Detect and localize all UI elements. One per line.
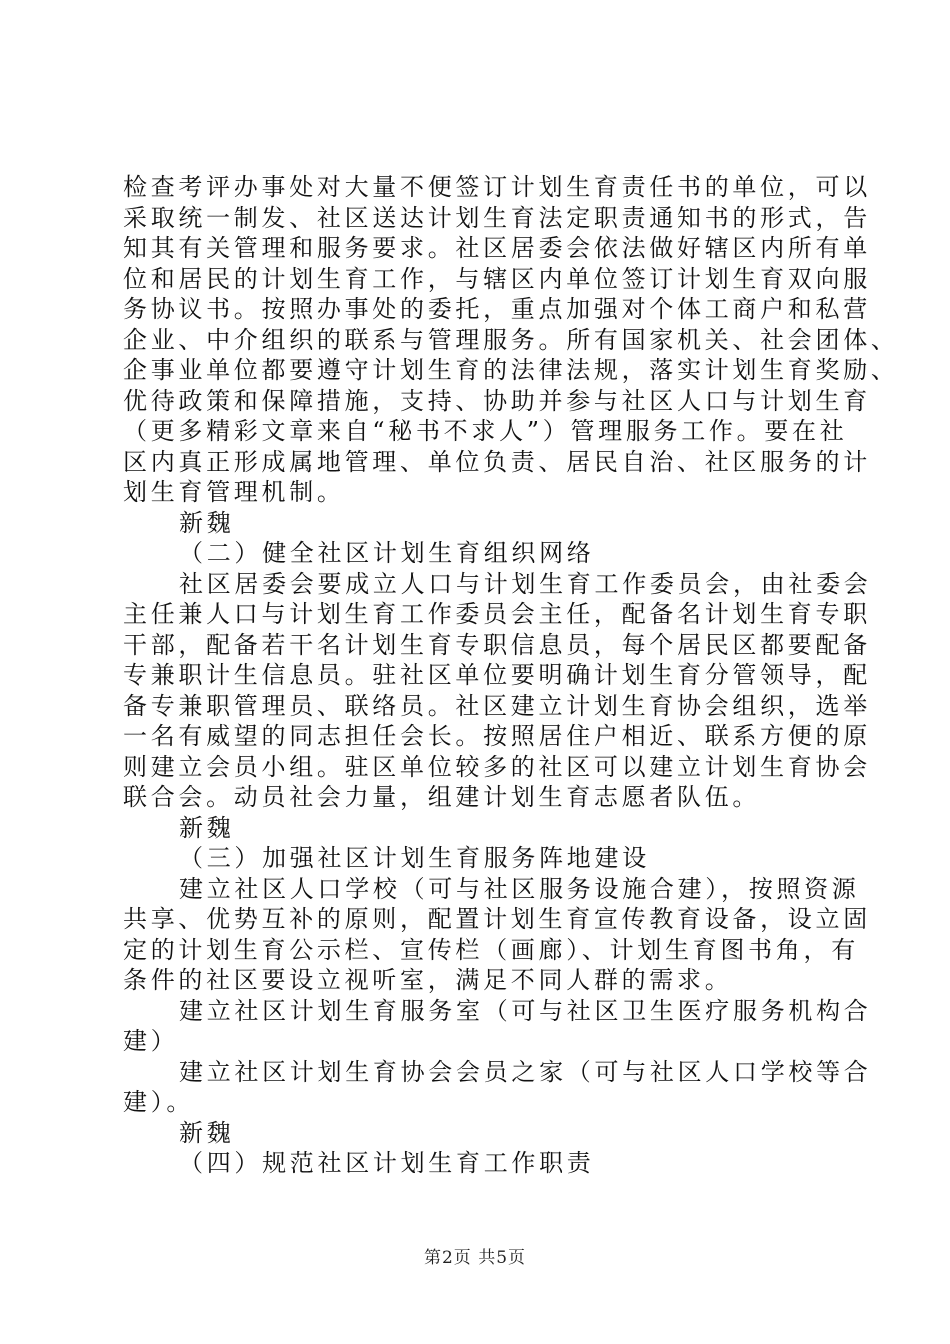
text-line: 知其有关管理和服务要求。社区居委会依法做好辖区内所有单 bbox=[123, 234, 871, 262]
text-line: 优待政策和保障措施，支持、协助并参与社区人口与计划生育 bbox=[123, 386, 871, 415]
text-line: 务协议书。按照办事处的委托，重点加强对个体工商户和私营 bbox=[123, 295, 871, 323]
text-line: 专兼职计生信息员。驻社区单位要明确计划生育分管领导，配 bbox=[123, 661, 871, 689]
text-line: 建立社区计划生育服务室（可与社区卫生医疗服务机构合 bbox=[179, 996, 872, 1025]
text-line: 备专兼职管理员、联络员。社区建立计划生育协会组织，选举 bbox=[123, 691, 871, 720]
document-body bbox=[123, 172, 899, 1179]
text-line: 干部，配备若干名计划生育专职信息员，每个居民区都要配备 bbox=[123, 630, 871, 659]
text-line: 联合会。动员社会力量，组建计划生育志愿者队伍。 bbox=[123, 783, 761, 811]
text-line: 企业、中介组织的联系与管理服务。所有国家机关、社会团体、 bbox=[123, 325, 899, 354]
text-line: 共享、优势互补的原则，配置计划生育宣传教育设备，设立固 bbox=[123, 905, 871, 933]
text-line: （四）规范社区计划生育工作职责 bbox=[179, 1149, 595, 1177]
text-line: （三）加强社区计划生育服务阵地建设 bbox=[179, 844, 650, 872]
text-line: （更多精彩文章来自“秘书不求人”）管理服务工作。要在社 bbox=[123, 417, 848, 445]
text-line: 建立社区计划生育协会会员之家（可与社区人口学校等合 bbox=[179, 1057, 872, 1086]
text-line: 划生育管理机制。 bbox=[123, 478, 345, 506]
text-line: 建立社区人口学校（可与社区服务设施合建），按照资源 bbox=[179, 874, 860, 903]
text-line: 新魏 bbox=[179, 1118, 235, 1147]
text-line: 一名有威望的同志担任会长。按照居住户相近、联系方便的原 bbox=[123, 722, 871, 750]
text-line: 条件的社区要设立视听室，满足不同人群的需求。 bbox=[123, 966, 733, 994]
text-line: 新魏 bbox=[179, 813, 235, 842]
text-line: 社区居委会要成立人口与计划生育工作委员会，由社委会 bbox=[179, 569, 872, 598]
text-line: 企事业单位都要遵守计划生育的法律法规，落实计划生育奖励、 bbox=[123, 356, 899, 384]
page-footer: 第2页 共5页 bbox=[423, 1248, 527, 1268]
text-line: 定的计划生育公示栏、宣传栏（画廊）、计划生育图书角，有 bbox=[123, 935, 859, 964]
text-line: 主任兼人口与计划生育工作委员会主任，配备名计划生育专职 bbox=[123, 600, 871, 628]
text-line: 检查考评办事处对大量不便签订计划生育责任书的单位，可以 bbox=[123, 173, 871, 201]
text-line: 采取统一制发、社区送达计划生育法定职责通知书的形式，告 bbox=[123, 203, 871, 232]
text-line: 区内真正形成属地管理、单位负责、居民自治、社区服务的计 bbox=[123, 447, 871, 476]
text-line: 位和居民的计划生育工作，与辖区内单位签订计划生育双向服 bbox=[123, 264, 871, 293]
text-line: 建） bbox=[123, 1027, 179, 1055]
text-line: （二）健全社区计划生育组织网络 bbox=[179, 539, 595, 567]
text-line: 建）。 bbox=[123, 1088, 195, 1116]
text-line: 新魏 bbox=[179, 508, 235, 537]
text-line: 则建立会员小组。驻区单位较多的社区可以建立计划生育协会 bbox=[123, 752, 871, 781]
